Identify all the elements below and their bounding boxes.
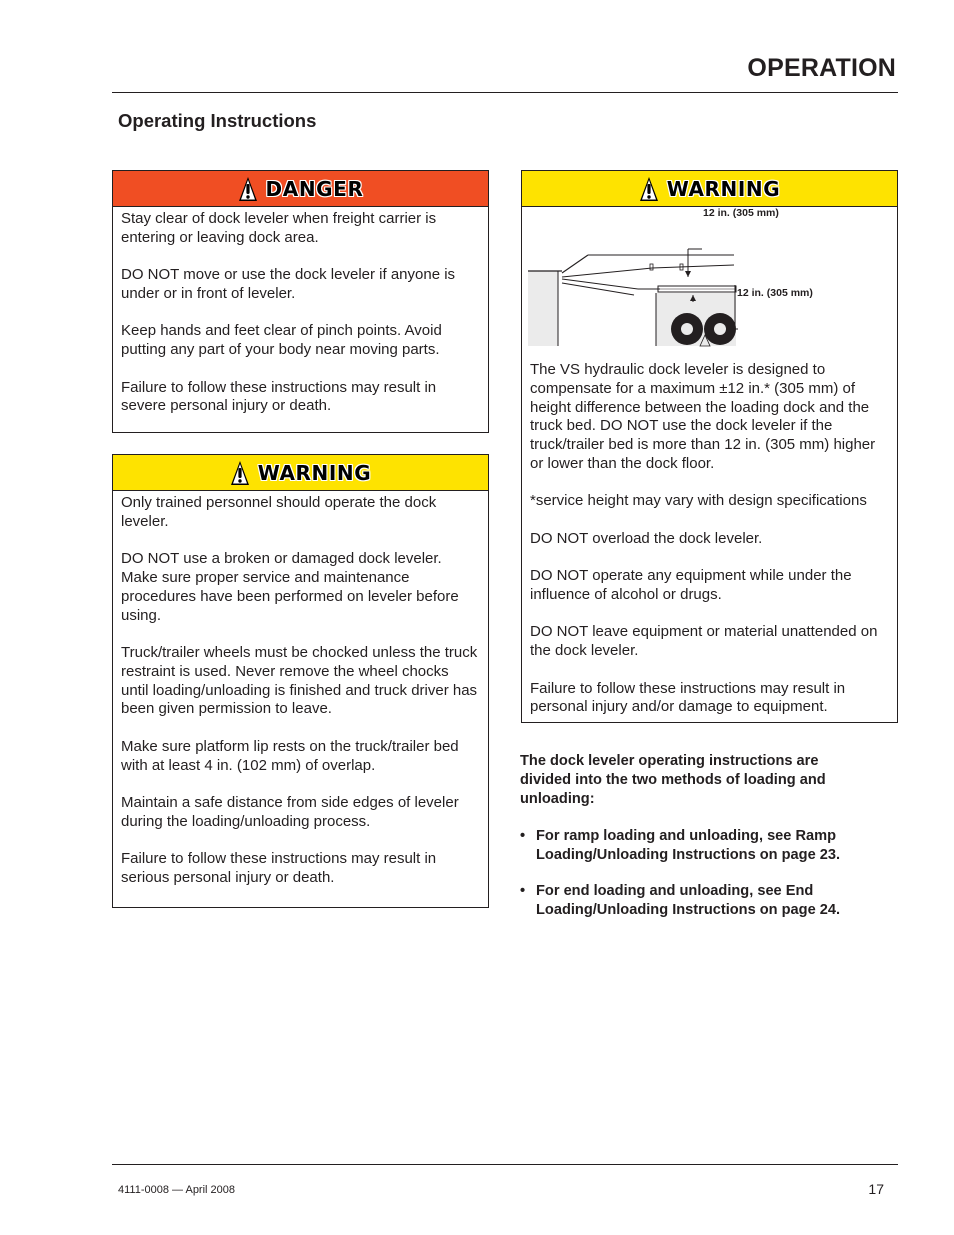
warning-paragraph: Truck/trailer wheels must be chocked unless the truck restraint is used. Never remove the wheel chocks until loading/unloading is finished and truck driver has been given permission to leave. [121,643,478,718]
warning-paragraph: Maintain a safe distance from side edges of leveler during the loading/unloading process. [121,793,459,830]
alert-triangle-icon [639,176,659,202]
danger-paragraph: Keep hands and feet clear of pinch points. Avoid putting any part of your body near moving parts. [121,322,442,359]
bullet-glyph: • [520,883,526,900]
warning-body-right [522,347,897,717]
header-rule [112,92,898,93]
danger-box [112,170,489,433]
dimension-lower-label: 12 in. (305 mm) [737,287,813,299]
danger-header [113,171,488,207]
operating-methods-intro [520,752,870,937]
dimension-upper-label: 12 in. (305 mm) [703,207,779,219]
dock-height-diagram [522,207,894,347]
footer-rule [112,1164,898,1165]
intro-bullet [520,827,870,865]
warning-paragraph: Failure to follow these instructions may result in serious personal injury or death. [121,850,437,886]
section-title: Operating Instructions [118,110,317,131]
bullet-text: For ramp loading and unloading, see Ramp Loading/Unloading Instructions on page 23. [536,827,841,863]
dock-leveler-diagram [522,207,894,347]
alert-triangle-icon [230,460,250,486]
warning-paragraph: Make sure platform lip rests on the truck/trailer bed with at least 4 in. (102 mm) of overlap. [121,737,459,774]
warning-paragraph: DO NOT overload the dock leveler. [530,529,763,547]
intro-lead: The dock leveler operating instructions are divided into the two methods of loading and unloading: [520,753,826,808]
warning-box-right [521,170,898,723]
alert-triangle-icon [238,176,258,202]
warning-paragraph: Only trained personnel should operate the dock leveler. [121,494,437,530]
danger-label: DANGER [265,176,364,201]
warning-label: WARNING [666,176,781,201]
page-number: 17 [868,1181,884,1197]
danger-body [113,207,488,416]
warning-header-left [113,455,488,491]
warning-header-right [522,171,897,207]
warning-label: WARNING [257,460,372,485]
warning-paragraph: DO NOT operate any equipment while under the influence of alcohol or drugs. [530,567,852,603]
warning-paragraph: The VS hydraulic dock leveler is designed to compensate for a maximum ±12 in.* (305 mm) of height difference between the loading dock and the truck bed. DO NOT use the dock leveler if the truck/trailer bed is more than 12 in. (305 mm) higher or lower than the dock floor. [530,361,876,472]
warning-paragraph: *service height may vary with design specifications [530,492,867,510]
page-header-title: OPERATION [747,54,896,82]
footer-doc-id: 4111-0008 — April 2008 [118,1184,236,1196]
bullet-text: For end loading and unloading, see End Loading/Unloading Instructions on page 24. [536,883,841,919]
warning-box-left [112,454,489,908]
warning-paragraph: DO NOT use a broken or damaged dock leveler. Make sure proper service and maintenance procedures have been performed on leveler before using. [121,550,459,624]
intro-bullet [520,882,870,920]
danger-paragraph: Stay clear of dock leveler when freight carrier is entering or leaving dock area. [121,210,437,246]
bullet-glyph: • [520,827,526,844]
warning-body-left [113,491,488,888]
warning-paragraph: Failure to follow these instructions may result in personal injury and/or damage to equipment. [530,679,846,716]
warning-paragraph: DO NOT leave equipment or material unattended on the dock leveler. [530,623,878,660]
danger-paragraph: DO NOT move or use the dock leveler if anyone is under or in front of leveler. [121,266,456,302]
danger-paragraph: Failure to follow these instructions may result in severe personal injury or death. [121,378,437,415]
